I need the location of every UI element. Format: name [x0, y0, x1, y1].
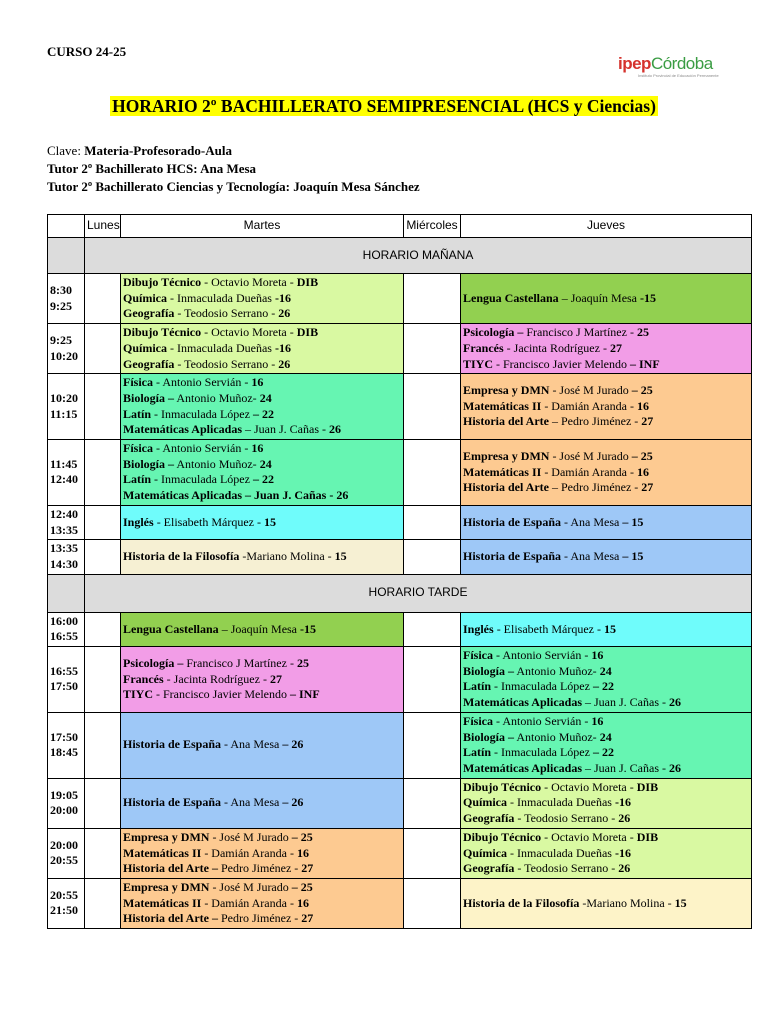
time-value: 20:55 [50, 853, 78, 868]
page-title: HORARIO 2º BACHILLERATO SEMIPRESENCIAL (HCS y Ciencias) [112, 96, 656, 116]
subject-name: Biología – [463, 663, 515, 678]
subject-name: Biología – [463, 729, 515, 744]
subject-room: – 15 [622, 549, 644, 564]
subject-room: – 26 [282, 737, 304, 752]
subject-room: 16 [251, 441, 264, 456]
subject-room: 27 [641, 480, 654, 495]
time-value: 20:55 [50, 887, 78, 902]
subject-line: Latín - Inmaculada López – 22 [463, 745, 614, 760]
subject-name: Francés [123, 671, 164, 686]
subject-line: Geografía - Teodosio Serrano - 26 [463, 861, 631, 876]
subject-line: Historia del Arte – Pedro Jiménez - 27 [123, 861, 314, 876]
miercoles-cell [404, 505, 461, 539]
subject-room: 26 [669, 695, 681, 710]
subject-room: 27 [269, 671, 282, 686]
time-slot [48, 828, 85, 878]
subject-room: -16 [614, 845, 631, 860]
subject-name: Historia del Arte [463, 480, 549, 495]
jueves-cell [461, 712, 752, 778]
miercoles-cell [404, 828, 461, 878]
time-value: 17:50 [50, 679, 78, 694]
subject-line: Biología – Antonio Muñoz- 24 [463, 729, 612, 744]
subject-room: 15 [263, 514, 276, 529]
section-afternoon: HORARIO TARDE [85, 574, 752, 612]
subject-name: Historia de España [463, 549, 562, 564]
subject-name: Matemáticas II [463, 398, 542, 413]
subject-room: – 22 [592, 745, 614, 760]
subject-room: 27 [609, 340, 622, 355]
lunes-cell [85, 274, 121, 324]
subject-name: Matemáticas Aplicadas [463, 760, 582, 775]
subject-room: 16 [636, 464, 649, 479]
subject-name: Historia del Arte – [123, 861, 218, 876]
lunes-cell [85, 540, 121, 574]
subject-name: Dibujo Técnico [463, 829, 542, 844]
time-value: 12:40 [50, 506, 78, 521]
subject-line: Empresa y DMN - José M Jurado – 25 [463, 383, 653, 398]
subject-line: Historia de España - Ana Mesa – 26 [123, 795, 304, 810]
subject-line: Química - Inmaculada Dueñas -16 [463, 845, 631, 860]
time-slot [48, 374, 85, 440]
table-row [48, 505, 752, 539]
subject-line [123, 488, 401, 504]
martes-cell [121, 324, 404, 374]
miercoles-cell [404, 374, 461, 440]
subject-room: – 25 [291, 879, 313, 894]
subject-line: Matemáticas Aplicadas – Juan J. Cañas - 26 [463, 695, 681, 710]
lunes-cell [85, 778, 121, 828]
subject-name: Matemáticas Aplicadas [463, 695, 582, 710]
subject-name: Francés [463, 340, 504, 355]
subject-room: – 25 [291, 829, 313, 844]
subject-name: Dibujo Técnico [463, 779, 542, 794]
martes-cell [121, 828, 404, 878]
time-value: 12:40 [50, 472, 78, 487]
subject-line: Geografía - Teodosio Serrano - 26 [123, 306, 291, 321]
subject-name: Química [463, 845, 507, 860]
subject-name: Empresa y DMN [463, 448, 550, 463]
time-value: 10:20 [50, 348, 78, 363]
header-jueves: Jueves [461, 215, 752, 238]
subject-room: – 15 [622, 514, 644, 529]
key-value: Materia-Profesorado-Aula [80, 143, 232, 158]
subject-line: Dibujo Técnico - Octavio Moreta - DIB [123, 275, 319, 289]
time-value: 16:55 [50, 629, 78, 644]
subject-room: 26 [669, 760, 681, 775]
subject-line: Biología – Antonio Muñoz- 24 [123, 390, 272, 405]
subject-room: -15 [300, 621, 317, 636]
time-value: 17:50 [50, 729, 78, 744]
subject-name: Física [123, 441, 153, 456]
time-slot [48, 878, 85, 928]
subject-line: Latín - Inmaculada López – 22 [123, 472, 274, 487]
subject-room: 16 [591, 713, 604, 728]
lunes-cell [85, 712, 121, 778]
header-lunes: Lunes [85, 215, 121, 238]
page-title-wrap [0, 96, 768, 117]
jueves-cell [461, 324, 752, 374]
time-value: 16:55 [50, 663, 78, 678]
jueves-cell [461, 828, 752, 878]
miercoles-cell [404, 778, 461, 828]
time-value: 13:35 [50, 522, 78, 537]
subject-line: Matemáticas II - Damián Aranda - 16 [123, 895, 309, 910]
time-value: 18:45 [50, 745, 78, 760]
subject-line: Empresa y DMN - José M Jurado – 25 [463, 448, 653, 463]
subject-room: -16 [614, 795, 631, 810]
subject-name: Química [123, 340, 167, 355]
subject-room: 25 [636, 325, 649, 340]
subject-line: Latín - Inmaculada López – 22 [463, 679, 614, 694]
table-row [48, 440, 752, 506]
time-slot [48, 505, 85, 539]
subject-line: Geografía - Teodosio Serrano - 26 [123, 356, 291, 371]
subject-name: Historia del Arte – [123, 911, 218, 926]
subject-name: Psicología – [123, 655, 184, 670]
subject-line: Francés - Jacinta Rodríguez - 27 [463, 340, 622, 355]
miercoles-cell [404, 647, 461, 713]
subject-line: Empresa y DMN - José M Jurado – 25 [123, 829, 313, 844]
subject-name: Física [123, 375, 153, 390]
subject-name: Física [463, 648, 493, 663]
subject-room: 16 [296, 845, 309, 860]
subject-line: Lengua Castellana – Joaquín Mesa -15 [123, 621, 317, 636]
subject-line: Historia de la Filosofía -Mariano Molina - 15 [463, 895, 687, 910]
table-row [48, 828, 752, 878]
tutor-ciencias [47, 178, 420, 196]
subject-room: 15 [603, 621, 616, 636]
table-row [48, 878, 752, 928]
subject-name: Química [123, 290, 167, 305]
subject-room: 26 [278, 356, 291, 371]
martes-cell [121, 778, 404, 828]
subject-line: Matemáticas Aplicadas – Juan J. Cañas - 26 [123, 422, 341, 437]
time-slot [48, 540, 85, 574]
section-spacer [48, 574, 85, 612]
subject-line: Inglés - Elisabeth Márquez - 15 [463, 621, 616, 636]
subject-line: Matemáticas II - Damián Aranda - 16 [463, 464, 649, 479]
jueves-cell [461, 540, 752, 574]
subject-line: Empresa y DMN - José M Jurado – 25 [123, 879, 313, 894]
subject-line: Biología – Antonio Muñoz- 24 [463, 663, 612, 678]
subject-name: Matemáticas Aplicadas [123, 422, 242, 437]
time-value: 9:25 [50, 332, 72, 347]
subject-room: – 26 [282, 795, 304, 810]
subject-room: – 22 [592, 679, 614, 694]
subject-room: DIB [296, 275, 319, 289]
subject-line: TIYC - Francisco Javier Melendo – INF [123, 687, 320, 702]
lunes-cell [85, 324, 121, 374]
lunes-cell [85, 647, 121, 713]
lunes-cell [85, 878, 121, 928]
subject-room: -16 [274, 340, 291, 355]
jueves-cell [461, 878, 752, 928]
jueves-cell [461, 374, 752, 440]
time-slot [48, 612, 85, 646]
schedule-key [47, 142, 420, 196]
subject-name: Matemáticas II [463, 464, 542, 479]
time-value: 14:30 [50, 556, 78, 571]
tutor-hcs [47, 160, 420, 178]
logo-ipep-text: ipep [618, 54, 651, 73]
subject-name: Geografía [463, 811, 515, 826]
subject-name: Empresa y DMN [463, 383, 550, 398]
key-line [47, 142, 420, 160]
subject-line: Historia de España - Ana Mesa – 15 [463, 514, 644, 529]
header-martes: Martes [121, 215, 404, 238]
table-row [48, 612, 752, 646]
subject-room: – 22 [252, 406, 274, 421]
table-row [48, 374, 752, 440]
subject-name: Lengua Castellana [123, 621, 219, 636]
subject-name: Matemáticas II [123, 895, 202, 910]
table-row [48, 647, 752, 713]
subject-line: Química - Inmaculada Dueñas -16 [123, 290, 291, 305]
lunes-cell [85, 828, 121, 878]
subject-room: 24 [259, 456, 272, 471]
subject-line: Historia del Arte – Pedro Jiménez - 27 [123, 911, 314, 926]
miercoles-cell [404, 612, 461, 646]
header-miercoles: Miércoles [404, 215, 461, 238]
time-value: 21:50 [50, 903, 78, 918]
miercoles-cell [404, 712, 461, 778]
course-label: CURSO 24-25 [47, 44, 127, 59]
miercoles-cell [404, 324, 461, 374]
subject-line: Matemáticas II - Damián Aranda - 16 [123, 845, 309, 860]
subject-name: TIYC [463, 356, 494, 371]
subject-line: Física - Antonio Servián - 16 [463, 713, 604, 728]
lunes-cell [85, 505, 121, 539]
subject-line: Psicología – Francisco J Martínez - 25 [463, 325, 649, 340]
jueves-cell [461, 505, 752, 539]
time-value: 19:05 [50, 787, 78, 802]
subject-name: Inglés [463, 621, 494, 636]
subject-room: 27 [301, 861, 314, 876]
logo-tagline: Instituto Provincial de Educación Permanente [638, 73, 719, 78]
subject-room: 16 [591, 648, 604, 663]
subject-line: Matemáticas Aplicadas – Juan J. Cañas - 26 [463, 760, 681, 775]
time-value: 11:15 [50, 406, 78, 421]
subject-line: Dibujo Técnico - Octavio Moreta - DIB [123, 325, 319, 340]
subject-line: Física - Antonio Servián - 16 [463, 648, 604, 663]
subject-room: -16 [274, 290, 291, 305]
jueves-cell [461, 274, 752, 324]
subject-name: Historia del Arte [463, 414, 549, 429]
subject-name: Biología – [123, 456, 175, 471]
header-row [48, 215, 752, 238]
lunes-cell [85, 612, 121, 646]
martes-cell [121, 440, 404, 506]
time-slot [48, 274, 85, 324]
tutor-hcs-text: Tutor 2º Bachillerato HCS: Ana Mesa [47, 161, 257, 176]
subject-room: 26 [329, 422, 341, 437]
subject-name: Geografía [123, 306, 175, 321]
subject-name: Empresa y DMN [123, 829, 210, 844]
ipep-cordoba-logo [618, 55, 723, 83]
time-slot [48, 440, 85, 506]
subject-name: Biología – [123, 390, 175, 405]
subject-room: – INF [289, 687, 320, 702]
subject-name: Matemáticas Aplicadas – Juan J. Cañas - 26 [123, 488, 349, 503]
subject-name: Historia de la Filosofía [463, 895, 580, 910]
subject-room: 27 [641, 414, 654, 429]
time-value: 9:25 [50, 298, 72, 313]
section-morning: HORARIO MAÑANA [85, 238, 752, 274]
subject-line: Física - Antonio Servián - 16 [123, 441, 264, 456]
subject-room: 16 [296, 895, 309, 910]
key-label: Clave: [47, 143, 81, 158]
subject-room: – 22 [252, 472, 274, 487]
subject-line: Historia de España - Ana Mesa – 26 [123, 737, 304, 752]
subject-room: – INF [629, 356, 660, 371]
subject-room: 16 [636, 398, 649, 413]
jueves-cell [461, 647, 752, 713]
subject-line: Dibujo Técnico - Octavio Moreta - DIB [463, 779, 659, 794]
subject-room: DIB [296, 325, 319, 340]
subject-room: 15 [674, 895, 687, 910]
time-slot [48, 324, 85, 374]
subject-name: Geografía [463, 861, 515, 876]
table-row [48, 540, 752, 574]
time-value: 10:20 [50, 390, 78, 405]
subject-name: Historia de la Filosofía [123, 549, 240, 564]
logo-cordoba-text: Córdoba [650, 54, 713, 73]
jueves-cell [461, 778, 752, 828]
subject-room: – 25 [631, 383, 653, 398]
table-row [48, 324, 752, 374]
table-row [48, 778, 752, 828]
jueves-cell [461, 440, 752, 506]
subject-line: Inglés - Elisabeth Márquez - 15 [123, 514, 276, 529]
subject-name: Matemáticas II [123, 845, 202, 860]
subject-name: Inglés [123, 514, 154, 529]
tutor-ciencias-text: Tutor 2º Bachillerato Ciencias y Tecnología: Joaquín Mesa Sánchez [47, 179, 420, 194]
subject-name: Dibujo Técnico [123, 325, 202, 340]
subject-name: Latín [123, 406, 152, 421]
subject-name: Geografía [123, 356, 175, 371]
miercoles-cell [404, 274, 461, 324]
subject-line: Francés - Jacinta Rodríguez - 27 [123, 671, 282, 686]
subject-line: Historia de la Filosofía -Mariano Molina - 15 [123, 549, 347, 564]
section-row-afternoon [48, 574, 752, 612]
table-row [48, 712, 752, 778]
time-slot [48, 647, 85, 713]
subject-room: 15 [334, 549, 347, 564]
subject-room: 25 [296, 655, 309, 670]
subject-room: DIB [636, 779, 659, 794]
subject-room: 24 [599, 663, 612, 678]
time-value: 16:00 [50, 613, 78, 628]
miercoles-cell [404, 440, 461, 506]
subject-name: Latín [463, 679, 492, 694]
subject-name: Lengua Castellana [463, 290, 559, 305]
time-slot [48, 712, 85, 778]
time-value: 20:00 [50, 837, 78, 852]
martes-cell [121, 647, 404, 713]
lunes-cell [85, 374, 121, 440]
section-row-morning [48, 238, 752, 274]
time-slot [48, 778, 85, 828]
section-spacer [48, 238, 85, 274]
subject-name: Historia de España [123, 737, 222, 752]
martes-cell [121, 712, 404, 778]
subject-name: TIYC [123, 687, 154, 702]
subject-line: Historia de España - Ana Mesa – 15 [463, 549, 644, 564]
time-header-cell [48, 215, 85, 238]
martes-cell [121, 505, 404, 539]
subject-room: 27 [301, 911, 314, 926]
table-row [48, 274, 752, 324]
subject-room: 24 [599, 729, 612, 744]
time-value: 13:35 [50, 541, 78, 556]
miercoles-cell [404, 540, 461, 574]
subject-line: TIYC - Francisco Javier Melendo – INF [463, 356, 660, 371]
subject-room: 26 [618, 861, 631, 876]
subject-line: Historia del Arte – Pedro Jiménez - 27 [463, 480, 654, 495]
subject-room: DIB [636, 829, 659, 844]
subject-line: Geografía - Teodosio Serrano - 26 [463, 811, 631, 826]
subject-line: Química - Inmaculada Dueñas -16 [463, 795, 631, 810]
subject-room: 24 [259, 390, 272, 405]
subject-room: 26 [278, 306, 291, 321]
subject-line: Dibujo Técnico - Octavio Moreta - DIB [463, 829, 659, 844]
subject-name: Historia de España [123, 795, 222, 810]
subject-name: Latín [463, 745, 492, 760]
subject-line: Latín - Inmaculada López – 22 [123, 406, 274, 421]
subject-room: 26 [618, 811, 631, 826]
martes-cell [121, 878, 404, 928]
subject-room: 16 [251, 375, 264, 390]
subject-name: Química [463, 795, 507, 810]
subject-line: Biología – Antonio Muñoz- 24 [123, 456, 272, 471]
subject-name: Dibujo Técnico [123, 275, 202, 289]
subject-line: Química - Inmaculada Dueñas -16 [123, 340, 291, 355]
time-value: 8:30 [50, 282, 72, 297]
time-value: 20:00 [50, 803, 78, 818]
subject-line: Física - Antonio Servián - 16 [123, 375, 264, 390]
subject-line: Matemáticas II - Damián Aranda - 16 [463, 398, 649, 413]
subject-name: Latín [123, 472, 152, 487]
subject-name: Empresa y DMN [123, 879, 210, 894]
martes-cell [121, 274, 404, 324]
martes-cell [121, 374, 404, 440]
martes-cell [121, 612, 404, 646]
jueves-cell [461, 612, 752, 646]
subject-room: – 25 [631, 448, 653, 463]
subject-name: Psicología – [463, 325, 524, 340]
subject-line: Lengua Castellana – Joaquín Mesa -15 [463, 290, 657, 305]
subject-line: Historia del Arte – Pedro Jiménez - 27 [463, 414, 654, 429]
subject-name: Física [463, 713, 493, 728]
martes-cell [121, 540, 404, 574]
time-value: 11:45 [50, 456, 78, 471]
subject-line: Psicología – Francisco J Martínez - 25 [123, 655, 309, 670]
miercoles-cell [404, 878, 461, 928]
schedule-table [47, 214, 752, 929]
subject-room: -15 [640, 290, 657, 305]
lunes-cell [85, 440, 121, 506]
subject-name: Historia de España [463, 514, 562, 529]
